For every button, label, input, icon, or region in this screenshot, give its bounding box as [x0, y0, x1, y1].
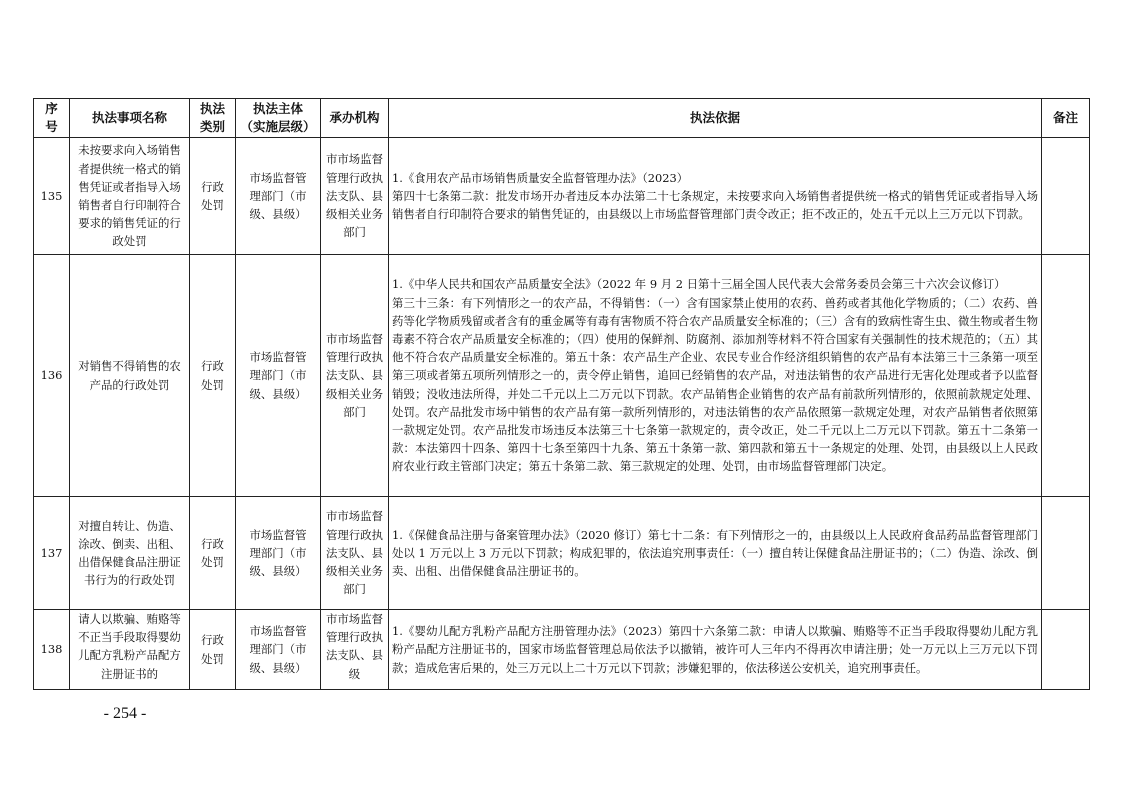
row-subject: 市场监督管理部门（市级、县级） [236, 255, 321, 497]
basis-paragraph: 1.《保健食品注册与备案管理办法》（2020 修订）第七十二条：有下列情形之一的，由县级以上人民政府食品药品监督管理部门处以 1 万元以上 3 万元以下罚款；构成犯罪的，依法追究刑事责任：（一）擅自转让保健食品注册证书的；（二）伪造、涂改、倒卖、出租、出借保健食品注册证书的。 [392, 527, 1038, 579]
page-number: - 254 - [103, 705, 147, 722]
row-basis [389, 255, 1042, 497]
table-row [34, 497, 1090, 610]
row-name: 请人以欺骗、贿赂等不正当手段取得婴幼儿配方乳粉产品配方注册证书的 [70, 610, 190, 690]
header-name: 执法事项名称 [70, 99, 190, 138]
row-agency: 市市场监督管理行政执法支队、县级 [321, 610, 389, 690]
row-basis [389, 497, 1042, 610]
row-category: 行政处罚 [190, 138, 236, 255]
row-no: 135 [34, 138, 70, 255]
basis-paragraph: 1.《婴幼儿配方乳粉产品配方注册管理办法》（2023）第四十六条第二款：申请人以欺骗、贿赂等不正当手段取得婴幼儿配方乳粉产品配方注册证书的，国家市场监督管理总局依法予以撤销，被许可人三年内不得再次申请注册；处一万元以上三万元以下罚款；造成危害后果的，处三万元以上二十万元以下罚款；涉嫌犯罪的，依法移送公安机关，追究刑事责任。 [392, 624, 1038, 675]
basis-paragraph: 1.《中华人民共和国农产品质量安全法》（2022 年 9 月 2 日第十三届全国人民代表大会常务委员会第三十六次会议修订） [392, 277, 1006, 292]
header-category: 执法类别 [190, 99, 236, 138]
row-basis [389, 138, 1042, 255]
row-name: 未按要求向入场销售者提供统一格式的销售凭证或者指导入场销售者自行印制符合要求的销售凭证的行政处罚 [70, 138, 190, 255]
row-agency: 市市场监督管理行政执法支队、县级相关业务部门 [321, 138, 389, 255]
row-no: 137 [34, 497, 70, 610]
row-agency: 市市场监督管理行政执法支队、县级相关业务部门 [321, 255, 389, 497]
row-category: 行政处罚 [190, 610, 236, 690]
header-basis: 执法依据 [389, 99, 1042, 138]
row-name: 对擅自转让、伪造、涂改、倒卖、出租、出借保健食品注册证书行为的行政处罚 [70, 497, 190, 610]
row-remark [1042, 610, 1090, 690]
row-remark [1042, 138, 1090, 255]
header-subject-line1: 执法主体 [252, 101, 303, 116]
header-no: 序号 [34, 99, 70, 138]
table-header-row [34, 99, 1090, 138]
row-basis [389, 610, 1042, 690]
row-no: 136 [34, 255, 70, 497]
row-no: 138 [34, 610, 70, 690]
table-row [34, 138, 1090, 255]
header-agency: 承办机构 [321, 99, 389, 138]
row-remark [1042, 497, 1090, 610]
row-remark [1042, 255, 1090, 497]
row-subject: 市场监督管理部门（市级、县级） [236, 610, 321, 690]
basis-paragraph: 第三十三条：有下列情形之一的农产品，不得销售：（一）含有国家禁止使用的农药、兽药或者其他化学物质的；（二）农药、兽药等化学物质残留或者含有的重金属等有毒有害物质不符合农产品质量安全标准的；（三）含有的致病性寄生虫、微生物或者生物毒素不符合农产品质量安全标准的；（四）使用的保鲜剂、防腐剂、添加剂等材料不符合国家有关强制性的技术规范的；（五）其他不符合农产品质量安全标准的。第五十条：农产品生产企业、农民专业合作经济组织销售的农产品有本法第三十三条第一项至第三项或者第五项所列情形之一的，责令停止销售，追回已经销售的农产品，对违法销售的农产品进行无害化处理或者予以监督销毁；没收违法所得，并处二千元以上二万元以下罚款。农产品销售企业销售的农产品有前款所列情形的，依照前款规定处理、处罚。农产品批发市场中销售的农产品有第一款所列情形的，对违法销售的农产品依照第一款规定处理，对农产品销售者依照第一款规定处罚。农产品批发市场违反本法第三十七条第一款规定的，责令改正，处二千元以上二万元以下罚款。第五十二条第一款：本法第四十四条、第四十七条至第四十九条、第五十条第一款、第四款和第五十一条规定的处理、处罚，由县级以上人民政府农业行政主管部门决定；第五十条第二款、第三款规定的处理、处罚，由市场监督管理部门决定。 [392, 295, 1038, 474]
table-row [34, 255, 1090, 497]
row-category: 行政处罚 [190, 497, 236, 610]
basis-paragraph: 1.《食用农产品市场销售质量安全监督管理办法》（2023） [392, 170, 689, 185]
row-agency: 市市场监督管理行政执法支队、县级相关业务部门 [321, 497, 389, 610]
header-subject [236, 99, 321, 138]
enforcement-table [33, 98, 1090, 690]
row-name: 对销售不得销售的农产品的行政处罚 [70, 255, 190, 497]
basis-paragraph: 第四十七条第二款：批发市场开办者违反本办法第二十七条规定，未按要求向入场销售者提供统一格式的销售凭证或者指导入场销售者自行印制符合要求的销售凭证的，由县级以上市场监督管理部门责令改正；拒不改正的，处五千元以上三万元以下罚款。 [392, 188, 1038, 222]
row-subject: 市场监督管理部门（市级、县级） [236, 497, 321, 610]
row-category: 行政处罚 [190, 255, 236, 497]
table-row [34, 610, 1090, 690]
header-subject-line2: （实施层级） [240, 119, 316, 134]
row-subject: 市场监督管理部门（市级、县级） [236, 138, 321, 255]
header-remark: 备注 [1042, 99, 1090, 138]
